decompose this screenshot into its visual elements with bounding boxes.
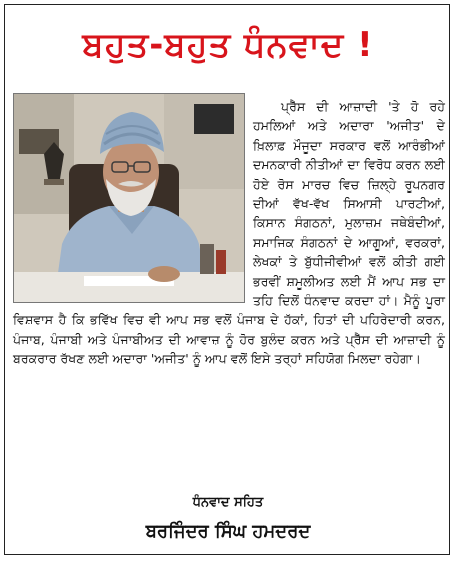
advertisement-frame bbox=[4, 4, 450, 555]
message-body bbox=[13, 97, 445, 369]
page-title: ਬਹੁਤ-ਬਹੁਤ ਧੰਨਵਾਦ ! bbox=[82, 25, 374, 65]
signature-name: ਬਰਜਿੰਦਰ ਸਿੰਘ ਹਮਦਰਦ bbox=[145, 521, 311, 542]
message-paragraph: ਪ੍ਰੈੱਸ ਦੀ ਆਜ਼ਾਦੀ 'ਤੇ ਹੋ ਰਹੇ ਹਮਲਿਆਂ ਅਤੇ ਅਦਾਰਾ 'ਅਜੀਤ' ਦੇ ਖ਼ਿਲਾਫ਼ ਮੌਜੂਦਾ ਸਰਕਾਰ ਵਲੋਂ ਆਰੰਭੀਆਂ ਦਮਨਕਾਰੀ ਨੀਤੀਆਂ ਦਾ ਵਿਰੋਧ ਕਰਨ ਲਈ ਹੋਏ ਰੋਸ ਮਾਰਚ ਵਿਚ ਜ਼ਿਲ੍ਹੇ ਰੂਪਨਗਰ ਦੀਆਂ ਵੱਖ-ਵੱਖ ਸਿਆਸੀ ਪਾਰਟੀਆਂ, ਕਿਸਾਨ ਸੰਗਠਨਾਂ, ਮੁਲਾਜ਼ਮ ਜਥੇਬੰਦੀਆਂ, ਸਮਾਜਿਕ ਸੰਗਠਨਾਂ ਦੇ ਆਗੂਆਂ, ਵਰਕਰਾਂ, ਲੇਖਕਾਂ ਤੇ ਬੁੱਧੀਜੀਵੀਆਂ ਵਲੋਂ ਕੀਤੀ ਗਈ ਭਰਵੀਂ ਸ਼ਮੂਲੀਅਤ ਲਈ ਮੈਂ ਆਪ ਸਭ ਦਾ ਤਹਿ ਦਿਲੋਂ ਧੰਨਵਾਦ ਕਰਦਾ ਹਾਂ। ਮੈਨੂੰ ਪੂਰਾ ਵਿਸ਼ਵਾਸ ਹੈ ਕਿ ਭਵਿੱਖ ਵਿਚ ਵੀ ਆਪ ਸਭ ਵਲੋਂ ਪੰਜਾਬ ਦੇ ਹੱਕਾਂ, ਹਿਤਾਂ ਦੀ ਪਹਿਰੇਦਾਰੀ ਕਰਨ, ਪੰਜਾਬ, ਪੰਜਾਬੀ ਅਤੇ ਪੰਜਾਬੀਅਤ ਦੀ ਆਵਾਜ਼ ਨੂੰ ਹੋਰ ਬੁਲੰਦ ਕਰਨ ਅਤੇ ਪ੍ਰੈੱਸ ਦੀ ਆਜ਼ਾਦੀ ਨੂੰ ਬਰਕਰਾਰ ਰੱਖਣ ਲਈ ਅਦਾਰਾ 'ਅਜੀਤ' ਨੂੰ ਆਪ ਵਲੋਂ ਇਸੇ ਤਰ੍ਹਾਂ ਸਹਿਯੋਗ ਮਿਲਦਾ ਰਹੇਗਾ। bbox=[13, 99, 445, 367]
photo-spacer bbox=[13, 97, 253, 303]
signoff-line: ਧੰਨਵਾਦ ਸਹਿਤ bbox=[192, 495, 264, 510]
